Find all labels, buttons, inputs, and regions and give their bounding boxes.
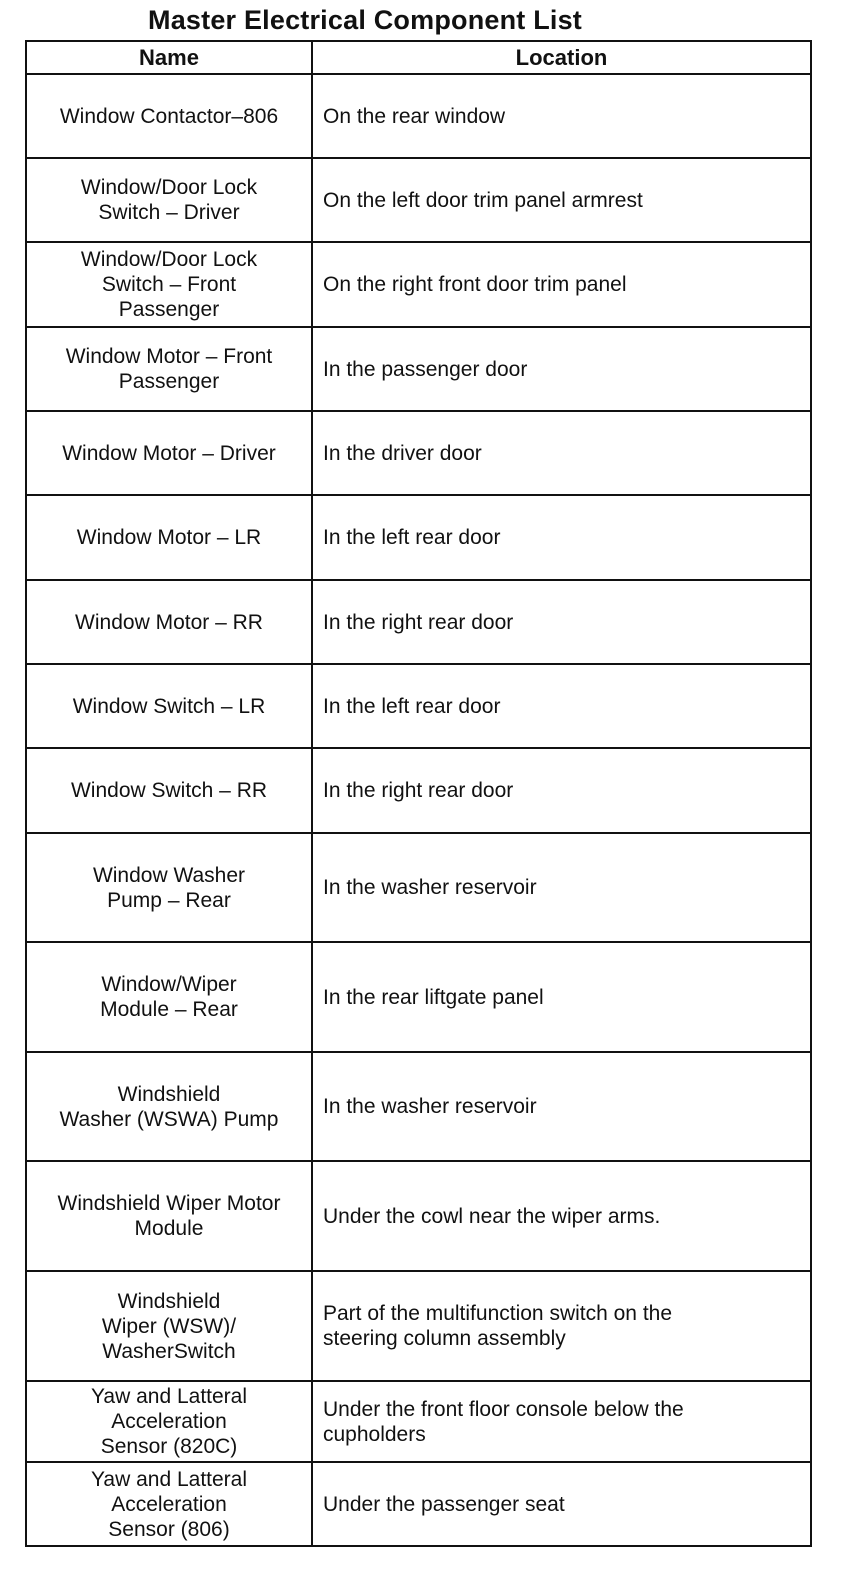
- component-name: Windshield Washer (WSWA) Pump: [26, 1052, 312, 1161]
- table-row: [26, 664, 811, 748]
- component-location: In the rear liftgate panel: [312, 942, 811, 1052]
- table-row: [26, 327, 811, 411]
- component-name: Windshield Wiper (WSW)/ WasherSwitch: [26, 1271, 312, 1381]
- component-name: Window Motor – Front Passenger: [26, 327, 312, 411]
- component-name: Yaw and Latteral Acceleration Sensor (820C): [26, 1381, 312, 1462]
- component-location: In the left rear door: [312, 495, 811, 580]
- table-row: [26, 74, 811, 158]
- component-name: Window Motor – Driver: [26, 411, 312, 495]
- component-name: Window Contactor–806: [26, 74, 312, 158]
- component-name: Window/Wiper Module – Rear: [26, 942, 312, 1052]
- component-name: Yaw and Latteral Acceleration Sensor (806): [26, 1462, 312, 1546]
- component-table: [25, 40, 812, 1547]
- component-location: In the left rear door: [312, 664, 811, 748]
- table-row: [26, 748, 811, 833]
- component-location: On the left door trim panel armrest: [312, 158, 811, 242]
- component-name: Window Washer Pump – Rear: [26, 833, 312, 942]
- component-name: Window/Door Lock Switch – Driver: [26, 158, 312, 242]
- table-row: [26, 242, 811, 327]
- component-location: Part of the multifunction switch on the steering column assembly: [312, 1271, 811, 1381]
- component-location: Under the cowl near the wiper arms.: [312, 1161, 811, 1271]
- table-row: [26, 942, 811, 1052]
- component-location: Under the front floor console below the cupholders: [312, 1381, 811, 1462]
- table-row: [26, 1381, 811, 1462]
- component-name: Window Switch – LR: [26, 664, 312, 748]
- component-location: On the rear window: [312, 74, 811, 158]
- table-row: [26, 580, 811, 664]
- table-row: [26, 1462, 811, 1546]
- component-location: In the right rear door: [312, 748, 811, 833]
- component-location: On the right front door trim panel: [312, 242, 811, 327]
- table-header-row: [26, 41, 811, 74]
- table-row: [26, 1052, 811, 1161]
- component-location: In the washer reservoir: [312, 833, 811, 942]
- table-row: [26, 1161, 811, 1271]
- table-row: [26, 1271, 811, 1381]
- component-location: In the driver door: [312, 411, 811, 495]
- component-name: Window Motor – RR: [26, 580, 312, 664]
- component-location: In the right rear door: [312, 580, 811, 664]
- component-name: Window Motor – LR: [26, 495, 312, 580]
- component-location: In the passenger door: [312, 327, 811, 411]
- table-row: [26, 833, 811, 942]
- column-header-location: Location: [312, 41, 811, 74]
- component-name: Window Switch – RR: [26, 748, 312, 833]
- column-header-name: Name: [26, 41, 312, 74]
- table-row: [26, 495, 811, 580]
- component-name: Window/Door Lock Switch – Front Passenger: [26, 242, 312, 327]
- component-name: Windshield Wiper Motor Module: [26, 1161, 312, 1271]
- page-title: Master Electrical Component List: [148, 5, 582, 35]
- component-location: In the washer reservoir: [312, 1052, 811, 1161]
- table-row: [26, 158, 811, 242]
- table-row: [26, 411, 811, 495]
- component-location: Under the passenger seat: [312, 1462, 811, 1546]
